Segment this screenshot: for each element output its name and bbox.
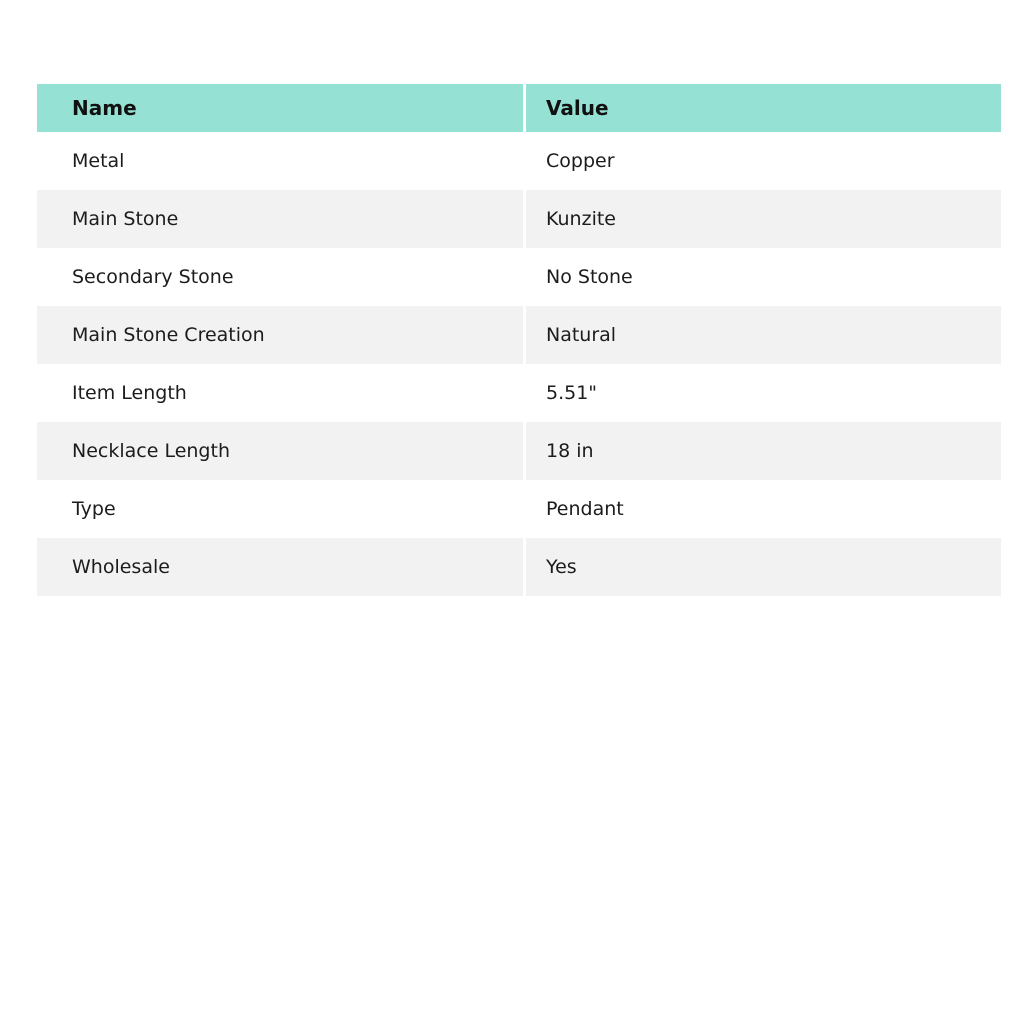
attribute-value-cell: Natural — [523, 306, 1001, 364]
attribute-value-cell: 5.51" — [523, 364, 1001, 422]
attribute-name-cell: Type — [37, 480, 523, 538]
attribute-name-cell: Main Stone — [37, 190, 523, 248]
attribute-value-cell: No Stone — [523, 248, 1001, 306]
table-row — [37, 480, 1001, 538]
attribute-value-cell: Yes — [523, 538, 1001, 596]
table-row — [37, 132, 1001, 190]
item-specifics-table — [37, 84, 1001, 596]
attribute-value-cell: Copper — [523, 132, 1001, 190]
attribute-name-cell: Necklace Length — [37, 422, 523, 480]
table-row — [37, 422, 1001, 480]
table-row — [37, 248, 1001, 306]
attribute-value-cell: 18 in — [523, 422, 1001, 480]
table-row — [37, 364, 1001, 422]
attribute-value-cell: Pendant — [523, 480, 1001, 538]
attribute-name-cell: Secondary Stone — [37, 248, 523, 306]
table-row — [37, 306, 1001, 364]
attribute-name-cell: Metal — [37, 132, 523, 190]
attribute-value-cell: Kunzite — [523, 190, 1001, 248]
attribute-name-cell: Item Length — [37, 364, 523, 422]
table-header — [37, 84, 1001, 132]
column-header-value: Value — [523, 84, 1001, 132]
attribute-name-cell: Main Stone Creation — [37, 306, 523, 364]
header-row — [37, 84, 1001, 132]
attribute-name-cell: Wholesale — [37, 538, 523, 596]
column-header-name: Name — [37, 84, 523, 132]
table-body — [37, 132, 1001, 596]
table-row — [37, 190, 1001, 248]
table-row — [37, 538, 1001, 596]
